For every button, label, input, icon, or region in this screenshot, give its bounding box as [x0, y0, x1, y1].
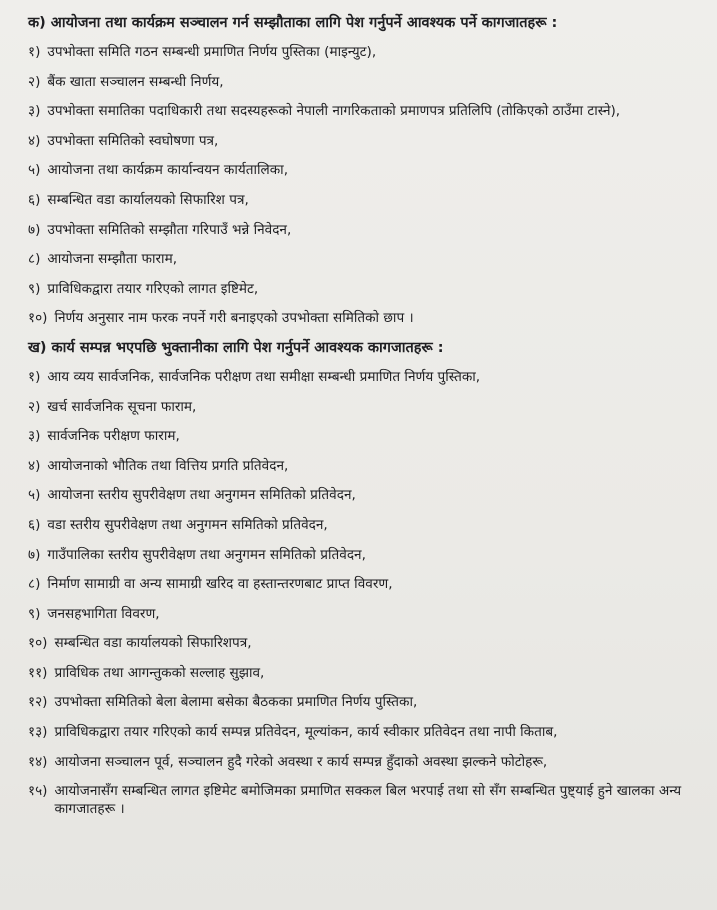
section-a-heading: क) आयोजना तथा कार्यक्रम सञ्चालन गर्न सम्झौताका लागि पेश गर्नुपर्ने आवश्यक पर्ने कागजातहरू : [28, 15, 558, 31]
item-number: ५) [28, 487, 41, 504]
list-item [28, 457, 693, 475]
item-text: प्राविधिक तथा आगन्तुकको सल्लाह सुझाव, [54, 664, 265, 681]
item-number: १५) [28, 783, 48, 800]
item-text: आयोजना सम्झौता फाराम, [47, 251, 178, 268]
item-number: ६) [28, 516, 41, 533]
list-item [28, 723, 693, 741]
item-number: ४) [28, 132, 41, 149]
item-text: आयोजना स्तरीय सुपरीवेक्षण तथा अनुगमन समितिको प्रतिवेदन, [47, 487, 356, 504]
list-item [28, 398, 693, 416]
item-text: निर्णय अनुसार नाम फरक नपर्ने गरी बनाइएको उपभोक्ता समितिको छाप । [54, 310, 414, 327]
item-text: उपभोक्ता समितिको स्वघोषणा पत्र, [47, 132, 219, 149]
item-number: ७) [28, 546, 41, 563]
item-number: १२) [28, 694, 48, 711]
item-number: ३) [28, 428, 41, 445]
item-text: खर्च सार्वजनिक सूचना फाराम, [47, 398, 197, 415]
item-number: ४) [28, 457, 41, 474]
list-item [28, 368, 693, 386]
item-text: उपभोक्ता समातिका पदाधिकारी तथा सदस्यहरूको नेपाली नागरिकताको प्रमाणपत्र प्रतिलिपि (तोकिएको ठाउँमा टास्ने), [47, 103, 621, 120]
item-number: ६) [28, 191, 41, 208]
item-number: ७) [28, 221, 41, 238]
list-item [28, 280, 693, 298]
item-text: सम्बन्धित वडा कार्यालयको सिफारिश पत्र, [47, 191, 249, 208]
list-item [28, 132, 693, 150]
item-number: १०) [28, 635, 48, 652]
list-item [28, 693, 693, 711]
list-item [28, 753, 693, 771]
item-text: जनसहभागिता विवरण, [47, 605, 160, 622]
item-text: उपभोक्ता समितिको सम्झौता गरिपाउँ भन्ने निवेदन, [47, 221, 292, 238]
item-text: गाउँपालिका स्तरीय सुपरीवेक्षण तथा अनुगमन समितिको प्रतिवेदन, [47, 546, 366, 563]
list-item [28, 605, 693, 623]
list-item [28, 221, 693, 239]
item-text: आयोजना सञ्चालन पूर्व, सञ्चालन हुदै गरेको अवस्था र कार्य सम्पन्न हुँदाको अवस्था झल्कने फोटोहरू, [54, 753, 548, 770]
item-text: आयोजनासँग सम्बन्धित लागत इष्टिमेट बमोजिमका प्रमाणित सक्कल बिल भरपाई तथा सो सँग सम्बन्धित पुष्ट्याई हुने खालका अन्य कागजातहरू । [54, 783, 682, 818]
item-number: १०) [28, 310, 48, 327]
item-number: ९) [28, 280, 41, 297]
list-item [28, 782, 693, 818]
section-a-list [28, 43, 693, 327]
item-number: ११) [28, 664, 48, 681]
list-item [28, 102, 693, 120]
item-number: ९) [28, 605, 41, 622]
list-item [28, 516, 693, 534]
item-number: २) [28, 398, 41, 415]
list-item [28, 191, 693, 209]
item-text: सार्वजनिक परीक्षण फाराम, [47, 428, 180, 445]
item-number: १४) [28, 753, 48, 770]
list-item [28, 161, 693, 179]
list-item [28, 664, 693, 682]
item-text: सम्बन्धित वडा कार्यालयको सिफारिशपत्र, [54, 635, 252, 652]
list-item [28, 634, 693, 652]
list-item [28, 250, 693, 268]
list-item [28, 43, 693, 61]
item-number: २) [28, 73, 41, 90]
list-item [28, 546, 693, 564]
item-text: आय व्यय सार्वजनिक, सार्वजनिक परीक्षण तथा समीक्षा सम्बन्धी प्रमाणित निर्णय पुस्तिका, [47, 368, 481, 385]
item-number: १) [28, 368, 41, 385]
item-text: उपभोक्ता समितिको बेला बेलामा बसेका बैठकका प्रमाणित निर्णय पुस्तिका, [54, 694, 418, 711]
list-item [28, 486, 693, 504]
list-item [28, 575, 693, 593]
item-text: निर्माण सामाग्री वा अन्य सामाग्री खरिद वा हस्तान्तरणबाट प्राप्त विवरण, [47, 576, 393, 593]
section-b-heading: ख) कार्य सम्पन्न भएपछि भुक्तानीका लागि पेश गर्नुपर्ने आवश्यक कागजातहरू : [28, 339, 444, 356]
item-text: आयोजना तथा कार्यक्रम कार्यान्वयन कार्यतालिका, [47, 162, 289, 179]
item-number: ३) [28, 103, 41, 120]
item-text: बैंक खाता सञ्चालन सम्बन्धी निर्णय, [47, 73, 224, 90]
item-text: प्राविधिकद्वारा तयार गरिएको लागत इष्टिमेट, [47, 280, 259, 297]
item-number: ५) [28, 162, 41, 179]
item-text: आयोजनाको भौतिक तथा वित्तिय प्रगति प्रतिवेदन, [47, 457, 289, 474]
item-number: ८) [28, 576, 41, 593]
section-b-list [28, 368, 693, 818]
list-item [28, 309, 693, 327]
list-item [28, 427, 693, 445]
item-number: १३) [28, 724, 48, 741]
item-number: ८) [28, 251, 41, 268]
item-text: प्राविधिकद्वारा तयार गरिएको कार्य सम्पन्न प्रतिवेदन, मूल्यांकन, कार्य स्वीकार प्रतिवेदन तथा नापी किताब, [54, 724, 558, 741]
item-text: वडा स्तरीय सुपरीवेक्षण तथा अनुगमन समितिको प्रतिवेदन, [47, 516, 328, 533]
item-number: १) [28, 44, 41, 60]
list-item [28, 73, 693, 91]
item-text: उपभोक्ता समिति गठन सम्बन्धी प्रमाणित निर्णय पुस्तिका (माइन्युट), [47, 44, 377, 60]
